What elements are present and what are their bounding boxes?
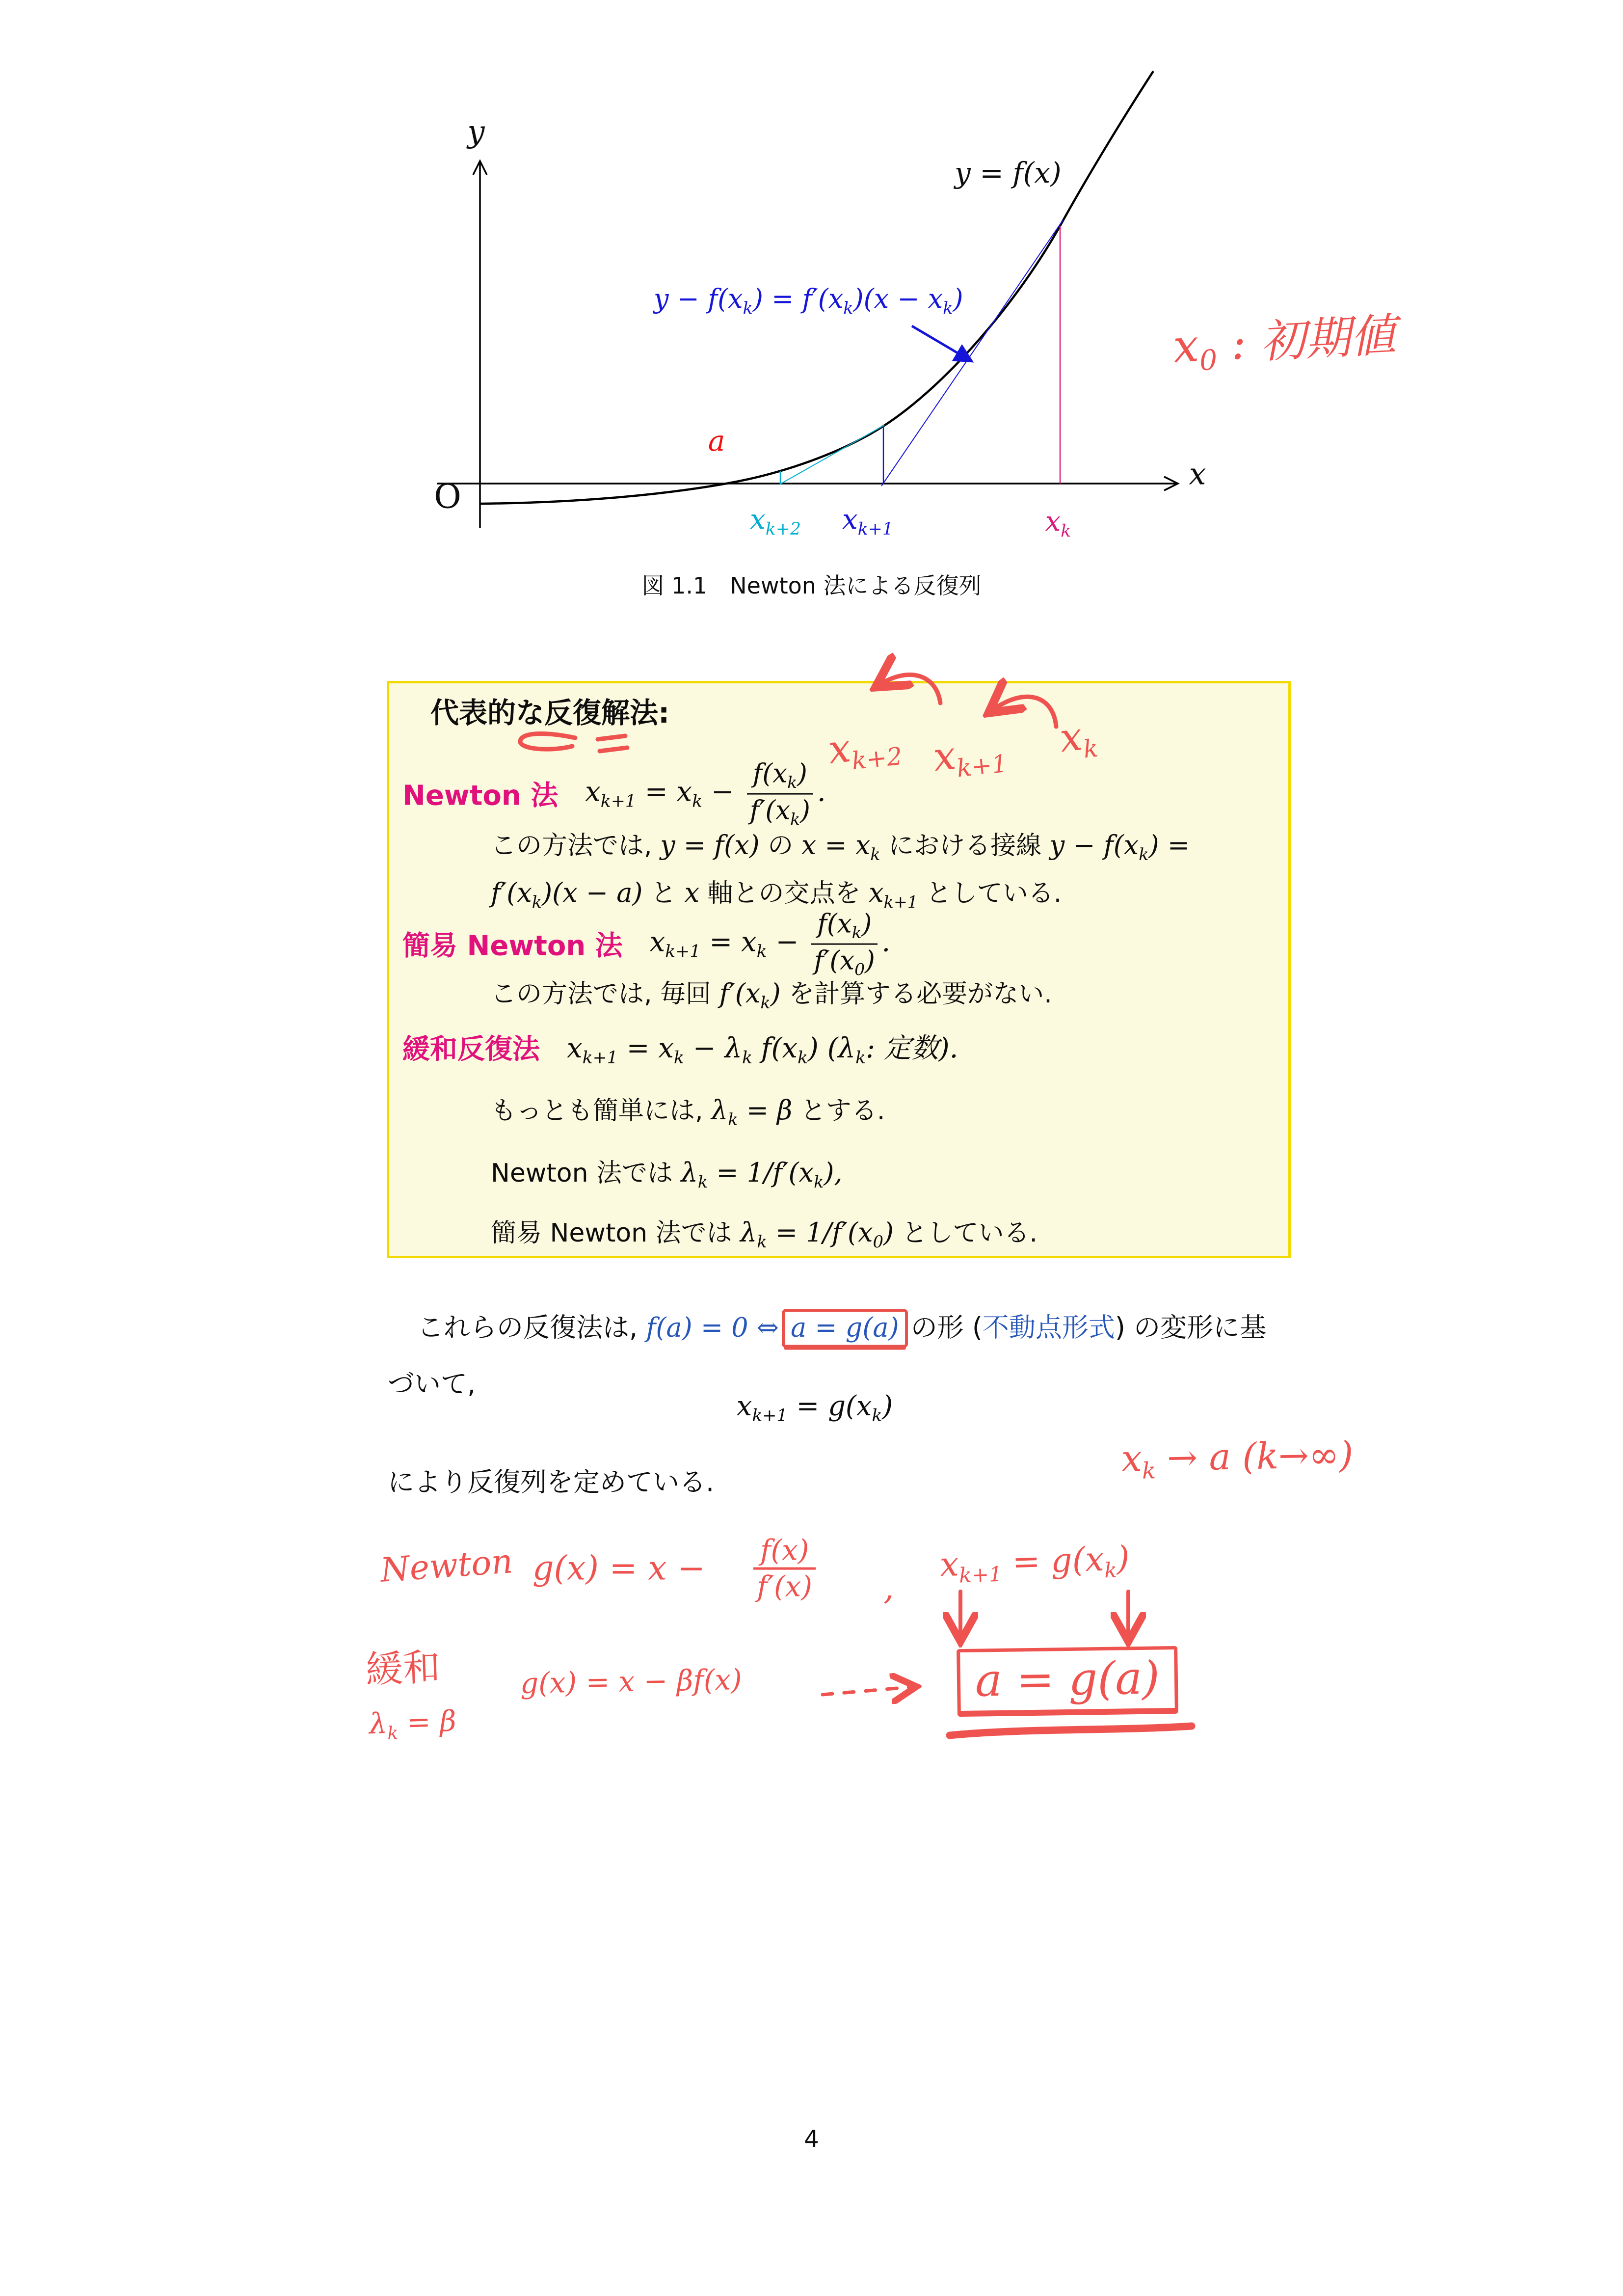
handwritten-convergence-note: $x_k \to a$ (k→∞) (1121, 1433, 1354, 1484)
handwritten-lambda-beta: $\lambda_k = \beta$ (368, 1704, 457, 1744)
method-simplified-newton-formula: $x_{k+1} = x_k$ − $\frac{f(x_k)}{f'(x_0)}$ . (649, 908, 891, 979)
method-relaxation-note-1: もっとも簡単には, $\lambda_k = \beta$ とする. (491, 1095, 885, 1129)
handwritten-relaxation-g-formula: g(x) = x − βf(x) (520, 1663, 743, 1700)
tick-label-xk2: $x_{k+2}$ (750, 503, 801, 540)
handwritten-xk2: $x_{k+2}$ (826, 725, 904, 776)
method-simplified-newton-label: 簡易 Newton 法 (402, 930, 623, 962)
handwritten-fixed-point-boxed: a = g(a) (957, 1646, 1178, 1717)
handwritten-iteration-formula: $x_{k+1} = g(x_k)$ (939, 1539, 1130, 1588)
method-newton-line (402, 759, 826, 829)
handwritten-comma: , (883, 1568, 894, 1608)
tick-label-xk1: $x_{k+1}$ (842, 503, 893, 540)
paragraph-line-3: により反復列を定めている. (388, 1466, 715, 1498)
curve-label: y = f(x) (955, 156, 1062, 189)
x-axis-label: x (1189, 456, 1206, 492)
method-relaxation-note-3: 簡易 Newton 法では $\lambda_k = 1/f'(x_0)$ としている. (491, 1217, 1038, 1251)
method-relaxation-line (402, 1026, 958, 1068)
root-label: a (708, 424, 725, 458)
fixed-point-iteration-formula: $x_{k+1} = g(x_k)$ (736, 1390, 893, 1426)
method-relaxation-formula: $x_{k+1} = x_k - \lambda_k$ $f(x_k)$ ($\lambda_k$: 定数). (567, 1032, 958, 1068)
method-newton-note-2: $f'(x_k)(x - a)$ と x 軸との交点を $x_{k+1}$ としている. (491, 877, 1062, 912)
handwritten-xk: $x_k$ (1057, 713, 1100, 764)
tangent-line-at-xk1 (779, 425, 884, 485)
figure-caption: 図 1.1 Newton 法による反復列 (641, 572, 982, 599)
handwritten-newton-g-formula: g(x) = x − (532, 1549, 706, 1588)
handwritten-newton-fraction (753, 1533, 816, 1603)
tangent-equation-arrow (912, 326, 972, 361)
paragraph-line-1: これらの反復法は, f(a) = 0 ⇔ a = g(a) の形 (不動点形式) の変形に基 (417, 1307, 1266, 1345)
tick-label-xk: $x_k$ (1045, 505, 1071, 541)
handwritten-fraction-numerator: f(x) (753, 1536, 816, 1570)
handwritten-newton-word: Newton (379, 1542, 514, 1590)
method-relaxation-label: 緩和反復法 (402, 1033, 540, 1065)
method-relaxation-note-2: Newton 法では $\lambda_k = 1/f'(x_k)$, (491, 1157, 843, 1191)
handwritten-initial-value-note: $x_0$ : 初期値 (1171, 309, 1397, 378)
tangent-line-at-xk (881, 220, 1063, 486)
method-newton-formula: $x_{k+1} = x_k$ − $\frac{f(x_k)}{f'(x_k)}$ . (585, 758, 826, 829)
handwritten-xk1: $x_{k+1}$ (931, 732, 1009, 783)
paragraph-line-2: づいて, (388, 1368, 476, 1400)
fixed-point-box-underline (950, 1726, 1192, 1735)
origin-label: O (434, 477, 461, 516)
methods-box-heading: 代表的な反復解法: (430, 696, 670, 729)
method-newton-note-1: この方法では, y = f(x) の $x = x_k$ における接線 $y - f(x_k)$ = (491, 830, 1190, 864)
handwritten-fraction-denominator: f′(x) (757, 1569, 813, 1603)
tangent-equation-label: $y - f(x_k) = f'(x_k)(x - x_k)$ (654, 283, 963, 318)
method-simplified-newton-line (402, 910, 890, 979)
page-number: 4 (804, 2126, 819, 2153)
dashed-arrow (823, 1687, 914, 1695)
method-simplified-newton-note: この方法では, 毎回 $f'(x_k)$ を計算する必要がない. (491, 978, 1052, 1012)
method-newton-label: Newton 法 (402, 780, 559, 812)
handwritten-relaxation-word: 緩和 (365, 1645, 441, 1692)
y-axis-label: y (467, 113, 485, 150)
